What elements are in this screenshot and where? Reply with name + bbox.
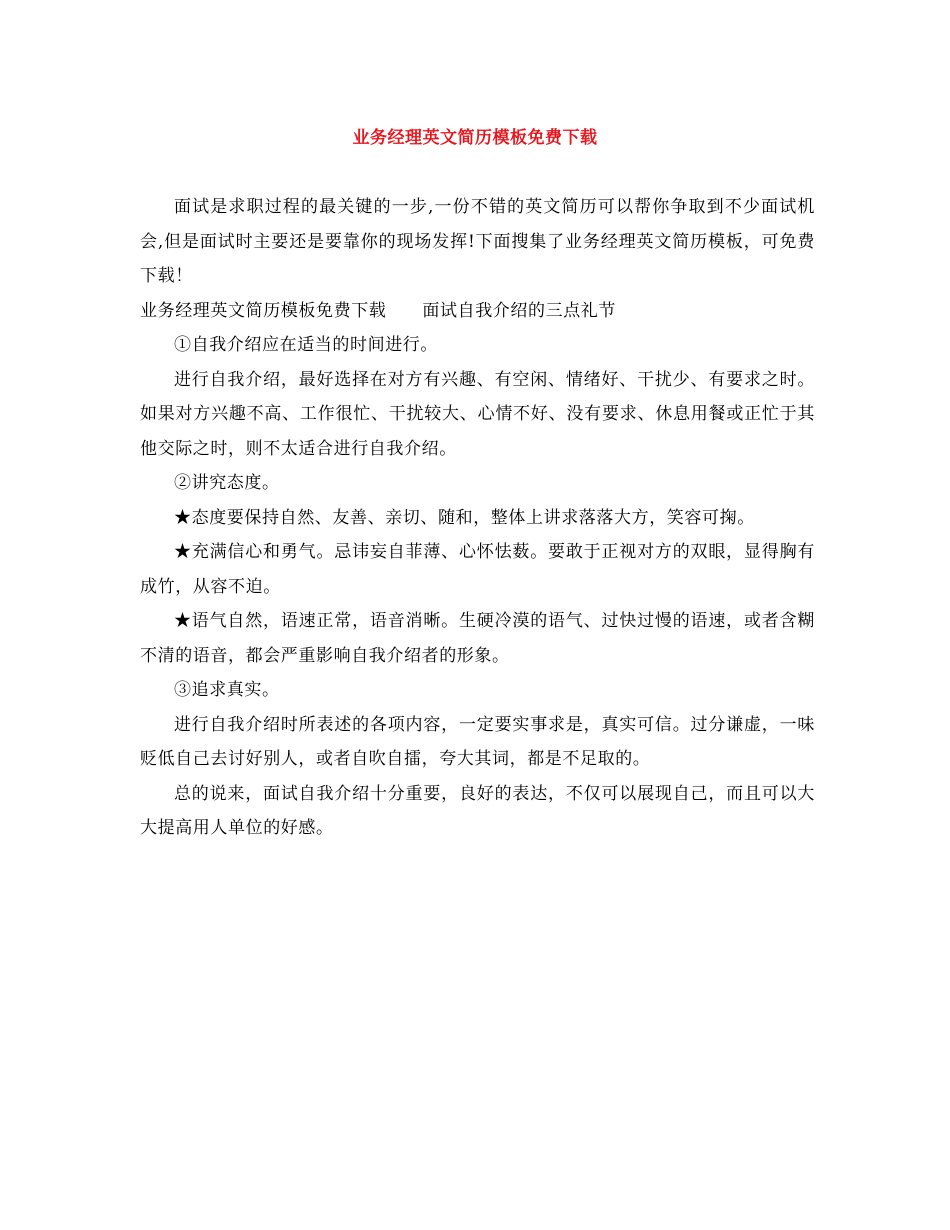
- point3-title: ③追求真实。: [174, 680, 280, 700]
- point2-star-item: ★语气自然，语速正常，语音消晰。生硬冷漠的语气、过快过慢的语速，或者含糊不清的语音，都会严重影响自我介绍者的形象。: [140, 611, 815, 666]
- document-title: 业务经理英文简历模板免费下载: [352, 128, 598, 148]
- intro-paragraph: 面试是求职过程的最关键的一步,一份不错的英文简历可以帮你争取到不少面试机会,但是面试时主要还是要靠你的现场发挥!下面搜集了业务经理英文简历模板，可免费下载！: [140, 197, 815, 286]
- subheading-line: [140, 294, 815, 329]
- point3-body: 进行自我介绍时所表述的各项内容，一定要实事求是，真实可信。过分谦虚，一味贬低自己去讨好别人，或者自吹自擂，夸大其词，都是不足取的。: [140, 714, 815, 769]
- point2-title: ②讲究态度。: [174, 473, 280, 493]
- point1-title: ①自我介绍应在适当的时间进行。: [174, 335, 438, 355]
- point2-star-item: ★态度要保持自然、友善、亲切、随和，整体上讲求落落大方，笑容可掬。: [174, 507, 755, 528]
- conclusion-paragraph: 总的说来，面试自我介绍十分重要，良好的表达，不仅可以展现自己，而且可以大大提高用人单位的好感。: [140, 783, 815, 838]
- subheading-left: 业务经理英文简历模板免费下载: [140, 300, 387, 321]
- subheading-right: 面试自我介绍的三点礼节: [422, 300, 617, 321]
- point1-body: 进行自我介绍，最好选择在对方有兴趣、有空闲、情绪好、干扰少、有要求之时。如果对方兴趣不高、工作很忙、干扰较大、心情不好、没有要求、休息用餐或正忙于其他交际之时，则不太适合进行自我介绍。: [140, 369, 815, 459]
- point2-star-item: ★充满信心和勇气。忌讳妄自菲薄、心怀怯薮。要敢于正视对方的双眼，显得胸有成竹，从容不迫。: [140, 542, 815, 597]
- document-body: [140, 190, 815, 846]
